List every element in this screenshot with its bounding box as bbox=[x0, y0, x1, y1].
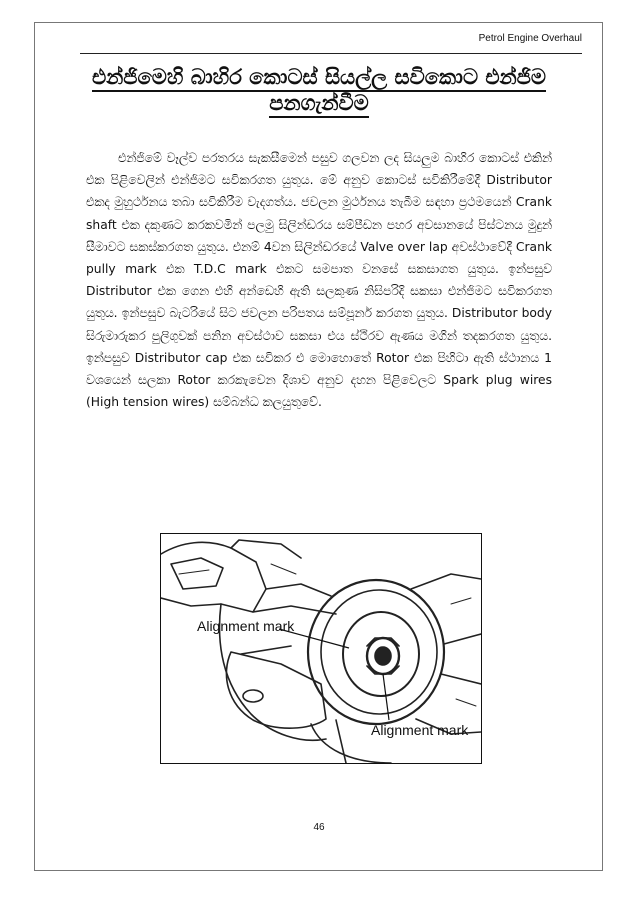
title-line-1: එන්ජිමෙහි බාහිර කොටස් සියල්ල සවිකොට එන්ජිම bbox=[92, 65, 546, 92]
page-title bbox=[86, 64, 552, 116]
running-header: Petrol Engine Overhaul bbox=[478, 33, 582, 44]
body-paragraph: එන්ජිමේ වෑල්ව පරතරය සැකසීමෙන් පසුව ගලවන ලද සියලුම බාහිර කොටස් එකින් එක පිළිවෙලින් එන්ජිමට සවිකරගත යුතුය. මේ අනුව කොටස් සවිකිරීමේදී Distributor එකද මුහුර්ථනය තබා සවිකිරීම වැදගත්ය. ජවලන මුර්ථනය තැබීම සඳහා ප්‍රථමයෙන් Crank shaft එක දකුණට කරකවමින් පලමු සිලින්ඩරය සම්පීඩන පහර අවසානයේ පිස්ටනය මුදුන් සීමාවට සකස්කරගත යුතුය. එනම් 4වන සිලින්ඩරයේ Valve over lap අවස්ථාවේදී Crank pully mark එක T.D.C mark එකට සමපාත වනසේ සකසාගත යුතුය. ඉන්පසුව Distributor එක ගෙන එහි අන්ඩෙහි ඇති සලකුණ නිසිපරිදි සකසා එන්ජිමට සවිකරගත යුතුය. ඉන්පසුව බැටරියේ සිට ජවලන පරිපතය සම්පූර්න කරගත යුතුය. Distributor body සිරුමාරුකර පුලිගුවක් පනින අවස්ථාව සකසා එය ස්ථිරව ඇණය මගින් තදකරගත යුතුය. ඉන්පසුව Distributor cap එක සවිකර එ මොහොතේ Rotor එක පිහිටා ඇති ස්ථානය 1 වශයෙන් සලකා Rotor කරකැවෙන දිශාව අනුව දහන පිළිවෙලට Spark plug wires (High tension wires) සම්බන්ධ කලයුතුවේ. bbox=[86, 151, 552, 410]
header-rule bbox=[80, 53, 582, 54]
title-line-2: පනගැන්වීම bbox=[269, 91, 368, 118]
distributor-figure bbox=[160, 533, 482, 764]
alignment-mark-label-top: Alignment mark bbox=[197, 618, 295, 634]
alignment-mark-label-bottom: Alignment mark bbox=[371, 722, 469, 738]
page-number: 46 bbox=[313, 822, 325, 833]
